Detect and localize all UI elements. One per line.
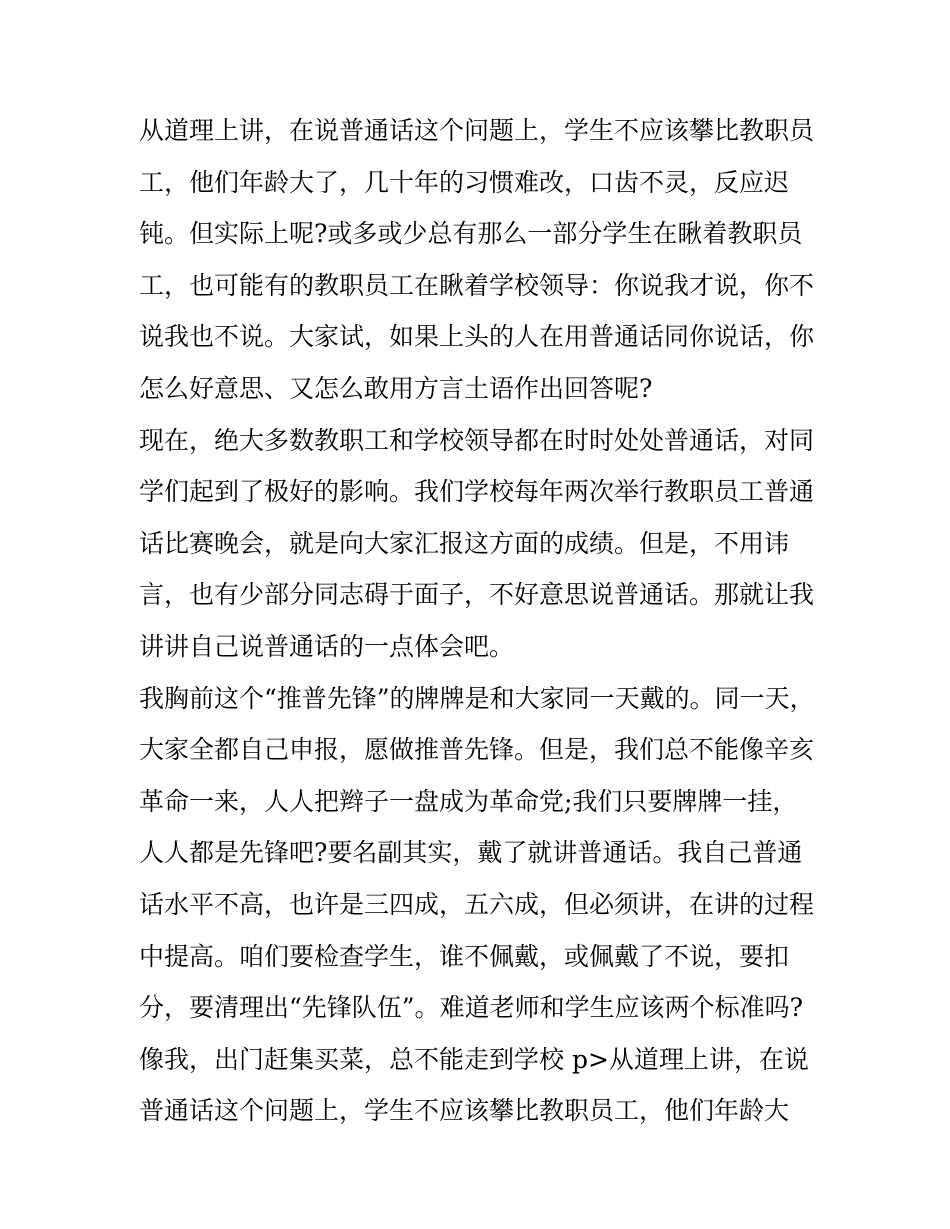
text-line: 大家全都自己申报，愿做推普先锋。但是，我们总不能像辛亥 <box>139 735 815 765</box>
body-text <box>139 105 819 1137</box>
text-line: 分，要清理出“先锋队伍”。难道老师和学生应该两个标准吗? <box>139 993 803 1023</box>
text-line: 怎么好意思、又怎么敢用方言土语作出回答呢? <box>139 373 653 403</box>
text-line: 革命一来，人人把辫子一盘成为革命党;我们只要牌牌一挂， <box>139 786 798 816</box>
text-line: 讲讲自己说普通话的一点体会吧。 <box>139 631 515 661</box>
text-line: 我胸前这个“推普先锋”的牌牌是和大家同一天戴的。同一天， <box>139 683 815 713</box>
text-line: 人人都是先锋吧?要名副其实，戴了就讲普通话。我自己普通 <box>139 838 803 868</box>
text-line: 中提高。咱们要检查学生，谁不佩戴，或佩戴了不说，要扣 <box>139 941 790 971</box>
text-line: 话水平不高，也许是三四成，五六成，但必须讲，在讲的过程 <box>139 889 815 919</box>
text-line: 普通话这个问题上，学生不应该攀比教职员工，他们年龄大 <box>139 1096 790 1126</box>
text-line: 钝。但实际上呢?或多或少总有那么一部分学生在瞅着教职员 <box>139 219 803 249</box>
text-line: 工，也可能有的教职员工在瞅着学校领导：你说我才说，你不 <box>139 270 815 300</box>
text-line: 言，也有少部分同志碍于面子，不好意思说普通话。那就让我 <box>139 580 815 610</box>
text-line: 说我也不说。大家试，如果上头的人在用普通话同你说话，你 <box>139 322 815 352</box>
text-line: 现在，绝大多数教职工和学校领导都在时时处处普通话，对同 <box>139 425 815 455</box>
text-line: 学们起到了极好的影响。我们学校每年两次举行教职员工普通 <box>139 477 815 507</box>
text-line: 从道理上讲，在说普通话这个问题上，学生不应该攀比教职员 <box>139 116 815 145</box>
text-line: 工，他们年龄大了，几十年的习惯难改，口齿不灵，反应迟 <box>139 167 790 197</box>
text-line: 像我，出门赶集买菜，总不能走到学校 p>从道理上讲，在说 <box>139 1044 809 1074</box>
text-line: 话比赛晚会，就是向大家汇报这方面的成绩。但是，不用讳 <box>139 528 790 558</box>
